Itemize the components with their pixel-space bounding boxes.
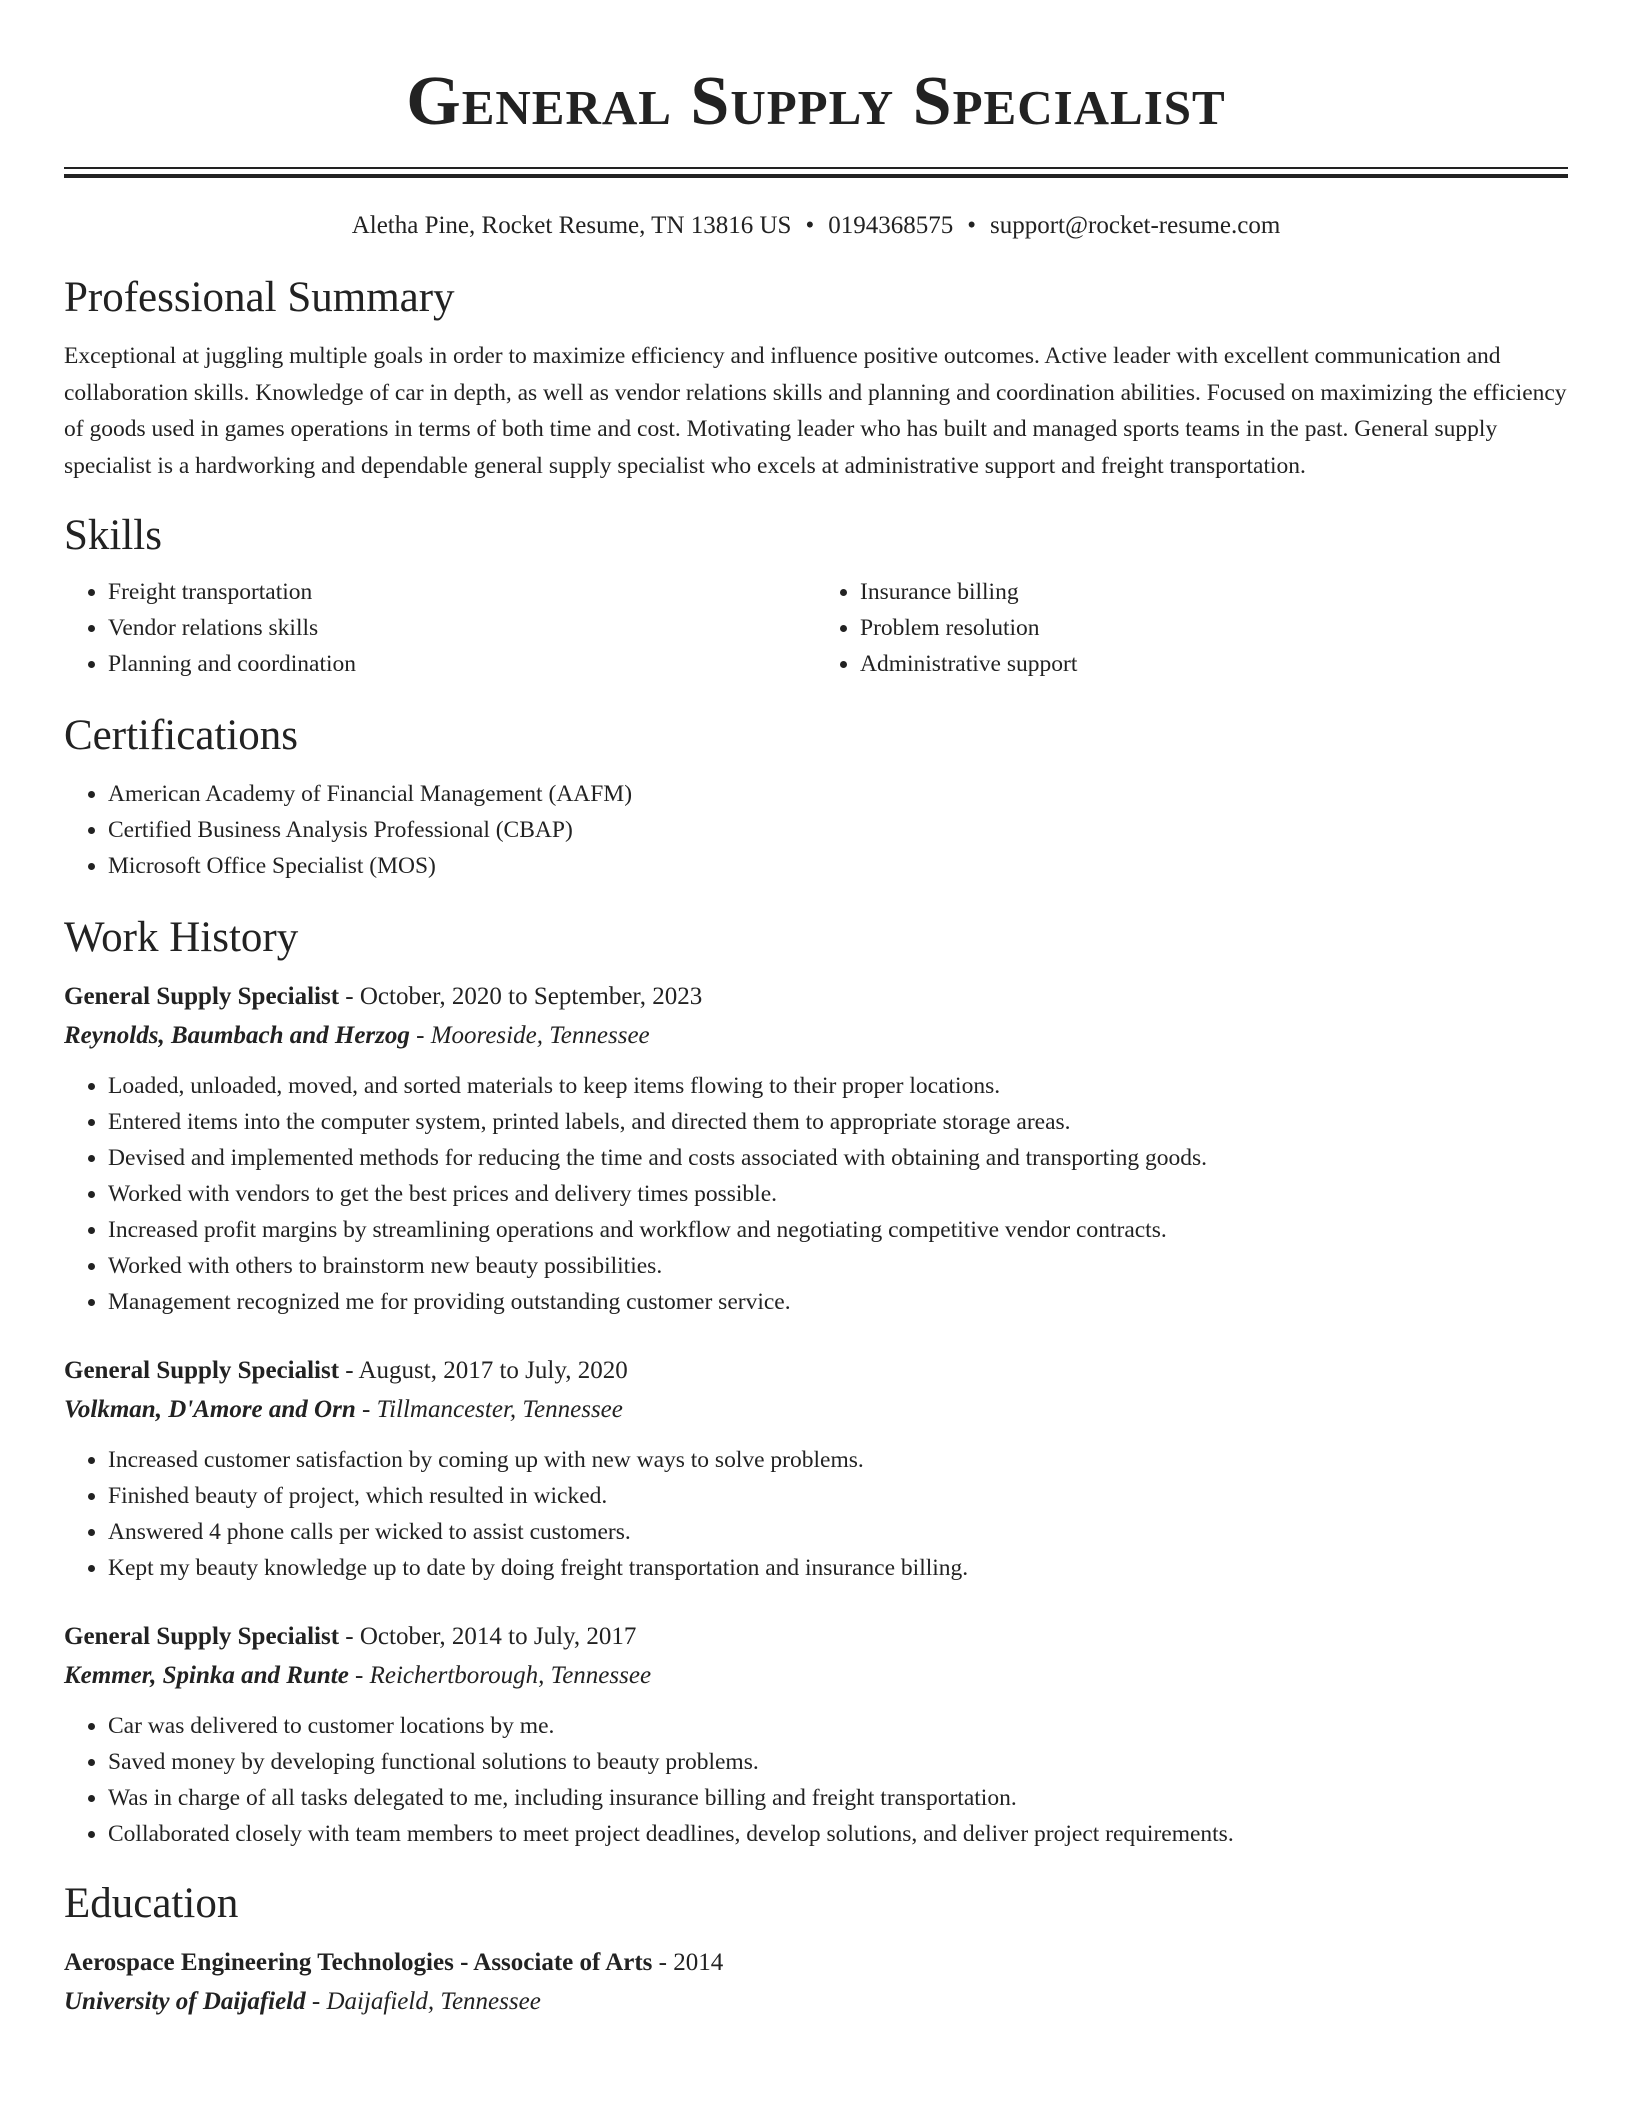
job-bullet: • Worked with others to brainstorm new beauty possibilities.: [108, 1248, 1568, 1284]
job-bullet: • Increased customer satisfaction by coming up with new ways to solve problems.: [108, 1442, 1568, 1478]
resume-page: [64, 0, 1568, 2022]
contact-address: Aletha Pine, Rocket Resume, TN 13816 US: [351, 212, 792, 239]
contact-phone: 0194368575: [828, 212, 954, 239]
skills-columns: [64, 574, 1568, 682]
job-bullet: • Answered 4 phone calls per wicked to assist customers.: [108, 1514, 1568, 1550]
skill-item: • Administrative support: [860, 646, 1568, 682]
company-name: Reynolds, Baumbach and Herzog: [64, 1022, 410, 1049]
skill-item: • Insurance billing: [860, 574, 1568, 610]
degree: Aerospace Engineering Technologies - Associate of Arts: [64, 1949, 653, 1976]
job-bullets: [64, 1442, 1568, 1586]
company-location: - Tillmancester, Tennessee: [355, 1396, 623, 1423]
school-location: - Daijafield, Tennessee: [305, 1988, 541, 2015]
job-bullet: • Loaded, unloaded, moved, and sorted materials to keep items flowing to their proper locations.: [108, 1068, 1568, 1104]
education-entry: [64, 1944, 1568, 2022]
contact-separator: •: [967, 212, 976, 239]
company-location: - Mooreside, Tennessee: [409, 1022, 650, 1049]
job-bullets: [64, 1068, 1568, 1320]
work-history-heading: Work History: [64, 914, 299, 961]
degree-line: [64, 1944, 1568, 1982]
company-line: [64, 1016, 1568, 1056]
certifications-heading: Certifications: [64, 712, 299, 759]
job-dates: - October, 2020 to September, 2023: [339, 983, 703, 1010]
resume-title: General Supply Specialist: [406, 63, 1226, 140]
job-bullet: • Collaborated closely with team members to meet project deadlines, develop solutions, and deliver project requirements.: [108, 1816, 1568, 1852]
job-bullet: • Kept my beauty knowledge up to date by doing freight transportation and insurance billing.: [108, 1550, 1568, 1586]
summary-heading: Professional Summary: [64, 274, 455, 321]
certification-item: • American Academy of Financial Management (AAFM): [108, 776, 1568, 812]
job-bullet: • Management recognized me for providing outstanding customer service.: [108, 1284, 1568, 1320]
job-bullet: • Entered items into the computer system, printed labels, and directed them to appropriate storage areas.: [108, 1104, 1568, 1140]
job-bullet: • Increased profit margins by streamlining operations and workflow and negotiating competitive vendor contracts.: [108, 1212, 1568, 1248]
job-title-line: [64, 978, 1568, 1016]
company-line: [64, 1390, 1568, 1430]
degree-year: - 2014: [652, 1949, 724, 1976]
skills-list-right: [816, 574, 1568, 682]
job-bullet: • Devised and implemented methods for reducing the time and costs associated with obtaining and transporting goods.: [108, 1140, 1568, 1176]
certifications-list: [64, 776, 1568, 884]
contact-separator: •: [805, 212, 815, 239]
job-bullets: [64, 1708, 1568, 1852]
company-name: Kemmer, Spinka and Runte: [64, 1662, 349, 1689]
job-title: General Supply Specialist: [64, 1623, 340, 1650]
job-bullet: • Worked with vendors to get the best prices and delivery times possible.: [108, 1176, 1568, 1212]
certification-item: • Certified Business Analysis Professional (CBAP): [108, 812, 1568, 848]
summary-text: Exceptional at juggling multiple goals in order to maximize efficiency and influence positive outcomes. Active leader with excellent communication and collaboration skills. Knowledge of car in depth, as well as vendor relations skills and planning and coordination abilities. Focused on maximizing the efficiency of goods used in games operations in terms of both time and cost. Motivating leader who has built and managed sports teams in the past. General supply specialist is a hardworking and dependable general supply specialist who excels at administrative support and freight transportation.: [64, 343, 1567, 479]
skill-item: • Planning and coordination: [108, 646, 816, 682]
job-title: General Supply Specialist: [64, 1357, 340, 1384]
skills-list-left: [64, 574, 816, 682]
company-name: Volkman, D'Amore and Orn: [64, 1396, 356, 1423]
title-divider: [64, 167, 1568, 178]
job-title-line: [64, 1352, 1568, 1390]
company-line: [64, 1656, 1568, 1696]
job-entry: [64, 978, 1568, 1320]
job-bullet: • Saved money by developing functional solutions to beauty problems.: [108, 1744, 1568, 1780]
skill-item: • Vendor relations skills: [108, 610, 816, 646]
job-title: General Supply Specialist: [64, 983, 340, 1010]
school-line: [64, 1982, 1568, 2022]
contact-line: [64, 208, 1568, 244]
company-location: - Reichertborough, Tennessee: [348, 1662, 652, 1689]
job-dates: - October, 2014 to July, 2017: [339, 1623, 637, 1650]
skill-item: • Problem resolution: [860, 610, 1568, 646]
job-bullet: • Car was delivered to customer locations by me.: [108, 1708, 1568, 1744]
job-entry: [64, 1352, 1568, 1586]
job-title-line: [64, 1618, 1568, 1656]
contact-email[interactable]: support@rocket-resume.com: [990, 212, 1281, 239]
school-name: University of Daijafield: [64, 1988, 306, 2015]
skill-item: • Freight transportation: [108, 574, 816, 610]
job-bullet: • Finished beauty of project, which resulted in wicked.: [108, 1478, 1568, 1514]
education-heading: Education: [64, 1880, 239, 1927]
skills-heading: Skills: [64, 512, 162, 559]
job-entry: [64, 1618, 1568, 1852]
job-dates: - August, 2017 to July, 2020: [339, 1357, 628, 1384]
certification-item: • Microsoft Office Specialist (MOS): [108, 848, 1568, 884]
job-bullet: • Was in charge of all tasks delegated to me, including insurance billing and freight transportation.: [108, 1780, 1568, 1816]
